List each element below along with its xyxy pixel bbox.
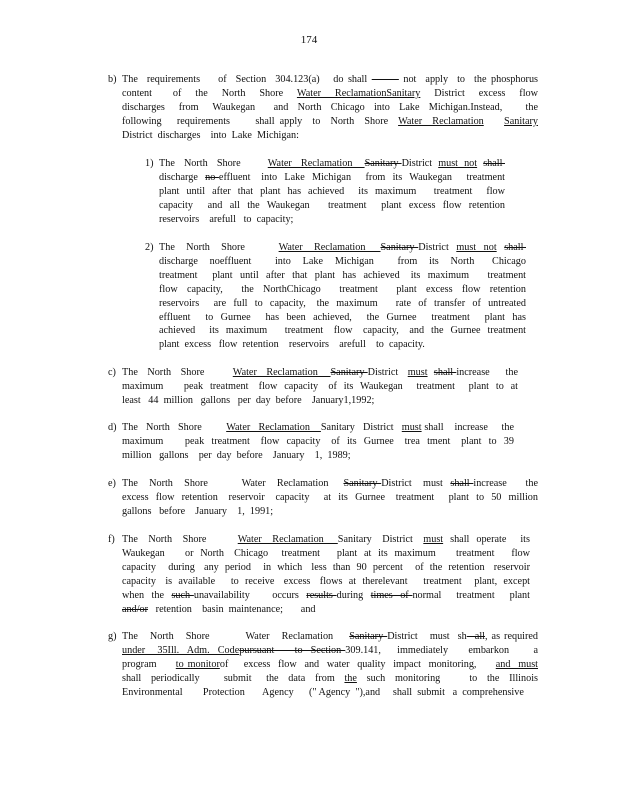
paragraph-b: [108, 73, 538, 143]
text-line: [159, 255, 526, 269]
text-line: [122, 449, 514, 463]
inserted-text: Water Reclamation: [398, 115, 484, 127]
struck-text: pursuant to Section: [239, 644, 346, 656]
text-line: [122, 477, 538, 491]
text-run: increase the: [473, 478, 538, 489]
struck-text: no: [205, 171, 219, 183]
text-run: District: [401, 158, 439, 169]
text-run: shall operate its: [443, 534, 530, 545]
paragraph-label: f): [108, 534, 115, 545]
paragraph-d: [108, 421, 514, 463]
inserted-text: Water Reclamation: [232, 367, 331, 378]
text-line: [159, 241, 526, 255]
text-line: [122, 547, 530, 561]
text-line: [159, 213, 505, 227]
struck-text: Sanitary: [380, 242, 419, 253]
text-run: capacity is available to receive excess flows at therelevant treatment plant, except: [122, 575, 530, 587]
text-run: during: [336, 589, 371, 601]
text-line: [122, 394, 518, 408]
text-run: Sanitary District: [337, 534, 424, 545]
struck-text: Sanitary: [330, 367, 368, 378]
text-run: unavailability occurs: [193, 589, 307, 601]
text-line: [122, 658, 538, 672]
text-run: The North Shore Water Reclamation: [122, 478, 344, 489]
text-line: [122, 73, 538, 87]
text-line: [122, 575, 530, 589]
text-line: [122, 603, 530, 617]
paragraph-e: [108, 477, 538, 519]
paragraph-g: [108, 630, 538, 700]
text-run: program: [122, 658, 176, 670]
text-run: District must: [381, 478, 451, 489]
text-run: The North Shore: [122, 367, 233, 378]
text-run: [484, 116, 504, 127]
text-run: District must sh: [387, 631, 467, 642]
text-run: capacity during any period in which less than 90 percent of the retention reservoir: [122, 561, 530, 573]
paragraph-label: 1): [145, 158, 154, 169]
inserted-text: Water Reclamation: [237, 534, 338, 545]
text-line: [122, 101, 538, 115]
text-run: discharge noeffluent into Lake Michigan from its North Chicago: [159, 255, 526, 267]
struck-text: and/or: [122, 603, 149, 615]
text-line: [122, 491, 538, 505]
text-run: capacity and all the Waukegan treatment plant excess flow retention: [159, 199, 505, 211]
text-line: [122, 435, 514, 449]
text-run: The North Shore Water Reclamation: [122, 631, 350, 642]
text-line: [122, 505, 538, 519]
text-line: [122, 115, 538, 129]
struck-text: such: [171, 589, 194, 601]
inserted-text: Sanitary: [504, 115, 538, 127]
struck-text: [372, 74, 399, 85]
text-run: reservoirs are full to capacity, the maximum rate of transfer of untreated: [159, 297, 526, 309]
paragraph-label: d): [108, 422, 117, 433]
paragraph-body: [122, 73, 538, 143]
text-run: The North Shore: [159, 158, 268, 169]
inserted-text: under 35Ill. Adm. Code: [122, 644, 240, 656]
text-run: The North Shore: [122, 534, 238, 545]
text-line: [159, 269, 526, 283]
struck-text: results: [306, 589, 337, 601]
text-line: [122, 380, 518, 394]
text-line: [159, 171, 505, 185]
inserted-text: to monitor: [175, 658, 220, 670]
text-run: treatment plant until after that plant has achieved its maximum treatment: [159, 269, 526, 281]
text-run: The requirements of Section 304.123(a) do shall: [122, 74, 372, 85]
text-run: reservoirs arefull to capacity;: [159, 213, 294, 225]
inserted-text: and must: [495, 658, 539, 670]
text-line: [122, 129, 538, 143]
text-run: maximum peak treatment flow capacity of its Waukegan treatment plant to at: [122, 380, 518, 392]
paragraph-b-2: [145, 241, 526, 352]
inserted-text: the: [344, 672, 357, 684]
text-run: million gallons per day before January 1, 1989;: [122, 449, 351, 461]
text-run: such monitoring to the Illinois: [356, 672, 538, 684]
inserted-text: must: [407, 367, 428, 378]
text-line: [122, 644, 538, 658]
paragraph-label: b): [108, 74, 117, 85]
text-line: [122, 87, 538, 101]
text-line: [159, 199, 505, 213]
text-run: achieved its maximum treatment flow capacity, and the Gurnee treatment: [159, 325, 526, 337]
inserted-text: must not: [438, 158, 478, 169]
text-line: [159, 283, 526, 297]
text-run: effluent into Lake Michigan from its Waukegan treatment: [218, 171, 505, 183]
text-line: [159, 338, 526, 352]
text-run: normal treatment plant: [412, 589, 530, 601]
text-run: excess flow retention reservoir capacity at its Gurnee treatment plant to 50 million: [122, 491, 538, 503]
text-run: when the: [122, 589, 172, 601]
paragraph-body: [122, 533, 530, 616]
text-run: discharge: [159, 171, 206, 183]
paragraph-label: c): [108, 367, 116, 378]
text-line: [122, 366, 518, 380]
text-run: District: [367, 367, 408, 378]
text-line: [159, 185, 505, 199]
struck-text: shall: [450, 478, 474, 489]
text-run: of excess flow and water quality impact monitoring,: [219, 658, 496, 670]
text-run: effluent to Gurnee has been achieved, the Gurnee treatment plant has: [159, 311, 526, 323]
text-run: 309.141, immediately embarkon a: [345, 644, 538, 656]
struck-text: times of: [370, 589, 413, 601]
text-run: Environmental Protection Agency (" Agency "),and shall submit a comprehensive: [122, 686, 524, 698]
paragraph-body: [122, 366, 518, 408]
text-run: following requirements shall apply to North Shore: [122, 115, 399, 127]
text-line: [122, 561, 530, 575]
inserted-text: Water Reclamation: [226, 422, 321, 433]
struck-text: shall: [433, 367, 457, 378]
text-run: District excess flow: [420, 87, 538, 99]
text-run: content of the North Shore: [122, 87, 297, 99]
text-line: [159, 297, 526, 311]
text-line: [122, 421, 514, 435]
text-line: [122, 533, 530, 547]
paragraph-body: [159, 241, 526, 352]
text-run: Sanitary District: [320, 422, 402, 433]
text-run: flow capacity, the NorthChicago treatment plant excess flow retention: [159, 283, 526, 295]
inserted-text: Water Reclamation: [267, 158, 365, 169]
paragraph-c: [108, 366, 518, 408]
text-run: District discharges into Lake Michigan:: [122, 129, 299, 141]
struck-text: Sanitary: [349, 631, 388, 642]
text-run: shall increase the: [421, 422, 514, 433]
inserted-text: Water ReclamationSanitary: [296, 87, 421, 99]
paragraph-label: 2): [145, 242, 154, 253]
text-line: [122, 672, 538, 686]
text-line: [122, 686, 538, 700]
paragraph-body: [159, 157, 505, 227]
text-run: District: [418, 242, 457, 253]
text-run: The North Shore: [159, 242, 279, 253]
text-run: , as required: [484, 631, 539, 642]
page-number: 174: [300, 34, 318, 46]
struck-text: Sanitary: [364, 158, 402, 169]
text-line: [159, 311, 526, 325]
paragraph-f: [108, 533, 530, 616]
text-run: discharges from Waukegan and North Chicago into Lake Michigan.Instead, the: [122, 101, 538, 113]
struck-text: shall: [483, 158, 505, 169]
text-run: retention basin maintenance; and: [148, 603, 316, 615]
paragraph-b-1: [145, 157, 505, 227]
text-run: not apply to the phosphorus: [398, 74, 539, 85]
text-run: least 44 million gallons per day before January1,1992;: [122, 394, 375, 406]
struck-text: all: [466, 631, 485, 642]
text-line: [122, 630, 538, 644]
text-line: [122, 589, 530, 603]
paragraph-body: [122, 630, 538, 700]
text-run: Waukegan or North Chicago treatment plant at its maximum treatment flow: [122, 547, 530, 559]
text-run: maximum peak treatment flow capacity of its Gurnee trea tment plant to 39: [122, 435, 514, 447]
struck-text: shall: [504, 242, 526, 253]
paragraph-body: [122, 421, 514, 463]
text-run: shall periodically submit the data from: [122, 672, 345, 684]
inserted-text: must not: [456, 242, 497, 253]
inserted-text: Water Reclamation: [278, 242, 381, 253]
text-run: increase the: [456, 367, 518, 378]
paragraph-label: g): [108, 631, 117, 642]
struck-text: Sanitary: [343, 478, 382, 489]
text-run: plant excess flow retention reservoirs arefull to capacity.: [159, 339, 425, 351]
text-run: plant until after that plant has achieved its maximum treatment flow: [159, 185, 505, 197]
text-line: [159, 157, 505, 171]
text-run: gallons before January 1, 1991;: [122, 505, 274, 517]
paragraph-body: [122, 477, 538, 519]
paragraph-label: e): [108, 478, 116, 489]
inserted-text: must: [401, 422, 422, 433]
text-run: The North Shore: [122, 422, 227, 433]
text-line: [159, 324, 526, 338]
inserted-text: must: [423, 534, 444, 545]
